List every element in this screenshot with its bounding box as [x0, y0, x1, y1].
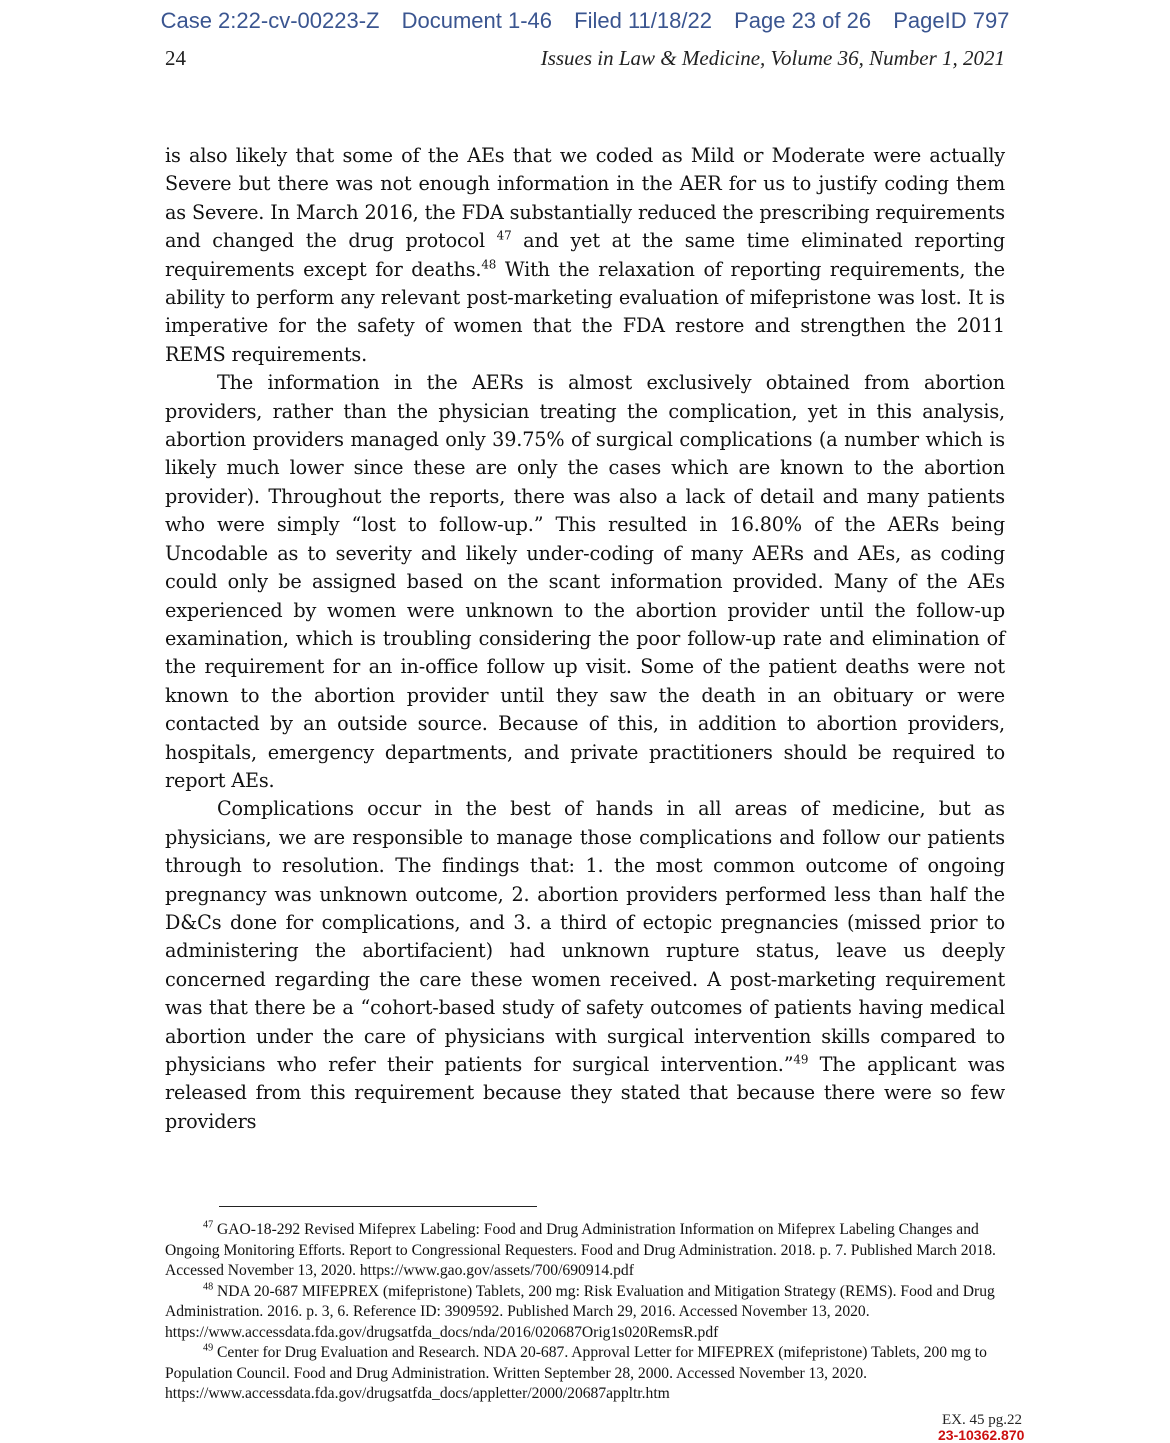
paragraph-3-part-b: The applicant was released from this requirement because they stated that because there were so few providers: [165, 1053, 1005, 1133]
footnote-text: GAO-18-292 Revised Mifeprex Labeling: Food and Drug Administration Information on Mifeprex Labeling Changes and Ongoing Monitoring Efforts. Report to Congressional Requesters. Food and Drug Administration. 2018. p. 7. Published March 2018. Accessed November 13, 2020. https://www.gao.gov/assets/700/690914.pdf: [165, 1221, 996, 1279]
paragraph-1-part-b: and yet at the same time eliminated reporting requirements except for deaths.: [165, 229, 1005, 281]
footnote-text: NDA 20-687 MIFEPREX (mifepristone) Tablets, 200 mg: Risk Evaluation and Mitigation Strategy (REMS). Food and Drug Administration. 2016. p. 3, 6. Reference ID: 3909592. Published March 29, 2016. Accessed November 13, 2020. https://www.accessdata.fda.gov/drugsatfda_docs/nda/2016/020687Orig1s020RemsR.pdf: [165, 1282, 995, 1341]
footnote-text: Center for Drug Evaluation and Research. NDA 20-687. Approval Letter for MIFEPREX (mifepristone) Tablets, 200 mg to Population Council. Food and Drug Administration. Written September 28, 2000. Accessed November 13, 2020. https://www.accessdata.fda.gov/drugsatfda_docs/appletter/2000/20687appltr.htm: [165, 1344, 987, 1402]
filed-date: Filed 11/18/22: [574, 8, 712, 33]
paragraph-1-part-c: With the relaxation of reporting requirements, the ability to perform any relevant post-marketing evaluation of mifepristone was lost. It is imperative for the safety of women that the FDA restore and strengthen the 2011 REMS requirements.: [165, 257, 1005, 366]
court-filing-header: [0, 8, 1170, 34]
paragraph-1: [165, 142, 1005, 369]
page-count: Page 23 of 26: [734, 8, 872, 33]
footnotes: [165, 1220, 1010, 1405]
footnote-number: 47: [203, 1219, 214, 1231]
running-head: [165, 46, 1005, 72]
footnote-divider: [219, 1206, 537, 1207]
page-number: 24: [165, 46, 186, 70]
case-number-stamp: 23-10362.870: [938, 1427, 1025, 1443]
footnote-ref-48: 48: [481, 256, 497, 271]
document-number: Document 1-46: [401, 8, 553, 33]
footnote-ref-49: 49: [793, 1052, 809, 1067]
paragraph-3-part-a: Complications occur in the best of hands in all areas of medicine, but as physicians, we are responsible to manage those complications and follow our patients through to resolution. The findings that: 1. the most common outcome of ongoing pregnancy was unknown outcome, 2. abortion providers performed less than half the D&Cs done for complications, and 3. a third of ectopic pregnancies (missed prior to administering the abortifacient) had unknown rupture status, leave us deeply concerned regarding the care these women received. A post-marketing requirement was that there be a “cohort-based study of safety outcomes of patients having medical abortion under the care of physicians with surgical intervention skills compared to physicians who refer their patients for surgical intervention.”: [165, 797, 1005, 1076]
paragraph-3: [165, 795, 1005, 1136]
page-id: PageID 797: [893, 8, 1010, 33]
footnote-ref-47: 47: [496, 228, 512, 243]
footnote-number: 49: [203, 1342, 214, 1354]
case-number: Case 2:22-cv-00223-Z: [160, 8, 380, 33]
body-text: [165, 142, 1005, 1136]
paragraph-2: The information in the AERs is almost exclusively obtained from abortion providers, rather than the physician treating the complication, yet in this analysis, abortion providers managed only 39.75% of surgical complications (a number which is likely much lower since these are only the cases which are known to the abortion provider). Throughout the reports, there was also a lack of detail and many patients who were simply “lost to follow-up.” This resulted in 16.80% of the AERs being Uncodable as to severity and likely under-coding of many AERs and AEs, as coding could only be assigned based on the scant information provided. Many of the AEs experienced by women were unknown to the abortion provider until the follow-up examination, which is troubling considering the poor follow-up rate and elimination of the requirement for an in-office follow up visit. Some of the patient deaths were not known to the abortion provider until they saw the death in an obituary or were contacted by an outside source. Because of this, in addition to abortion providers, hospitals, emergency departments, and private practitioners should be required to report AEs.: [165, 371, 1005, 792]
footnote-number: 48: [203, 1280, 214, 1292]
footnote-47: [165, 1220, 1010, 1282]
footnote-48: [165, 1282, 1010, 1344]
journal-title: Issues in Law & Medicine, Volume 36, Number 1, 2021: [540, 46, 1005, 70]
exhibit-stamp: EX. 45 pg.22: [942, 1412, 1022, 1428]
paragraph-1-part-a: is also likely that some of the AEs that we coded as Mild or Moderate were actually Severe but there was not enough information in the AER for us to justify coding them as Severe. In March 2016, the FDA substantially reduced the prescribing requirements and changed the drug protocol: [165, 144, 1005, 253]
footnote-49: [165, 1343, 1010, 1405]
